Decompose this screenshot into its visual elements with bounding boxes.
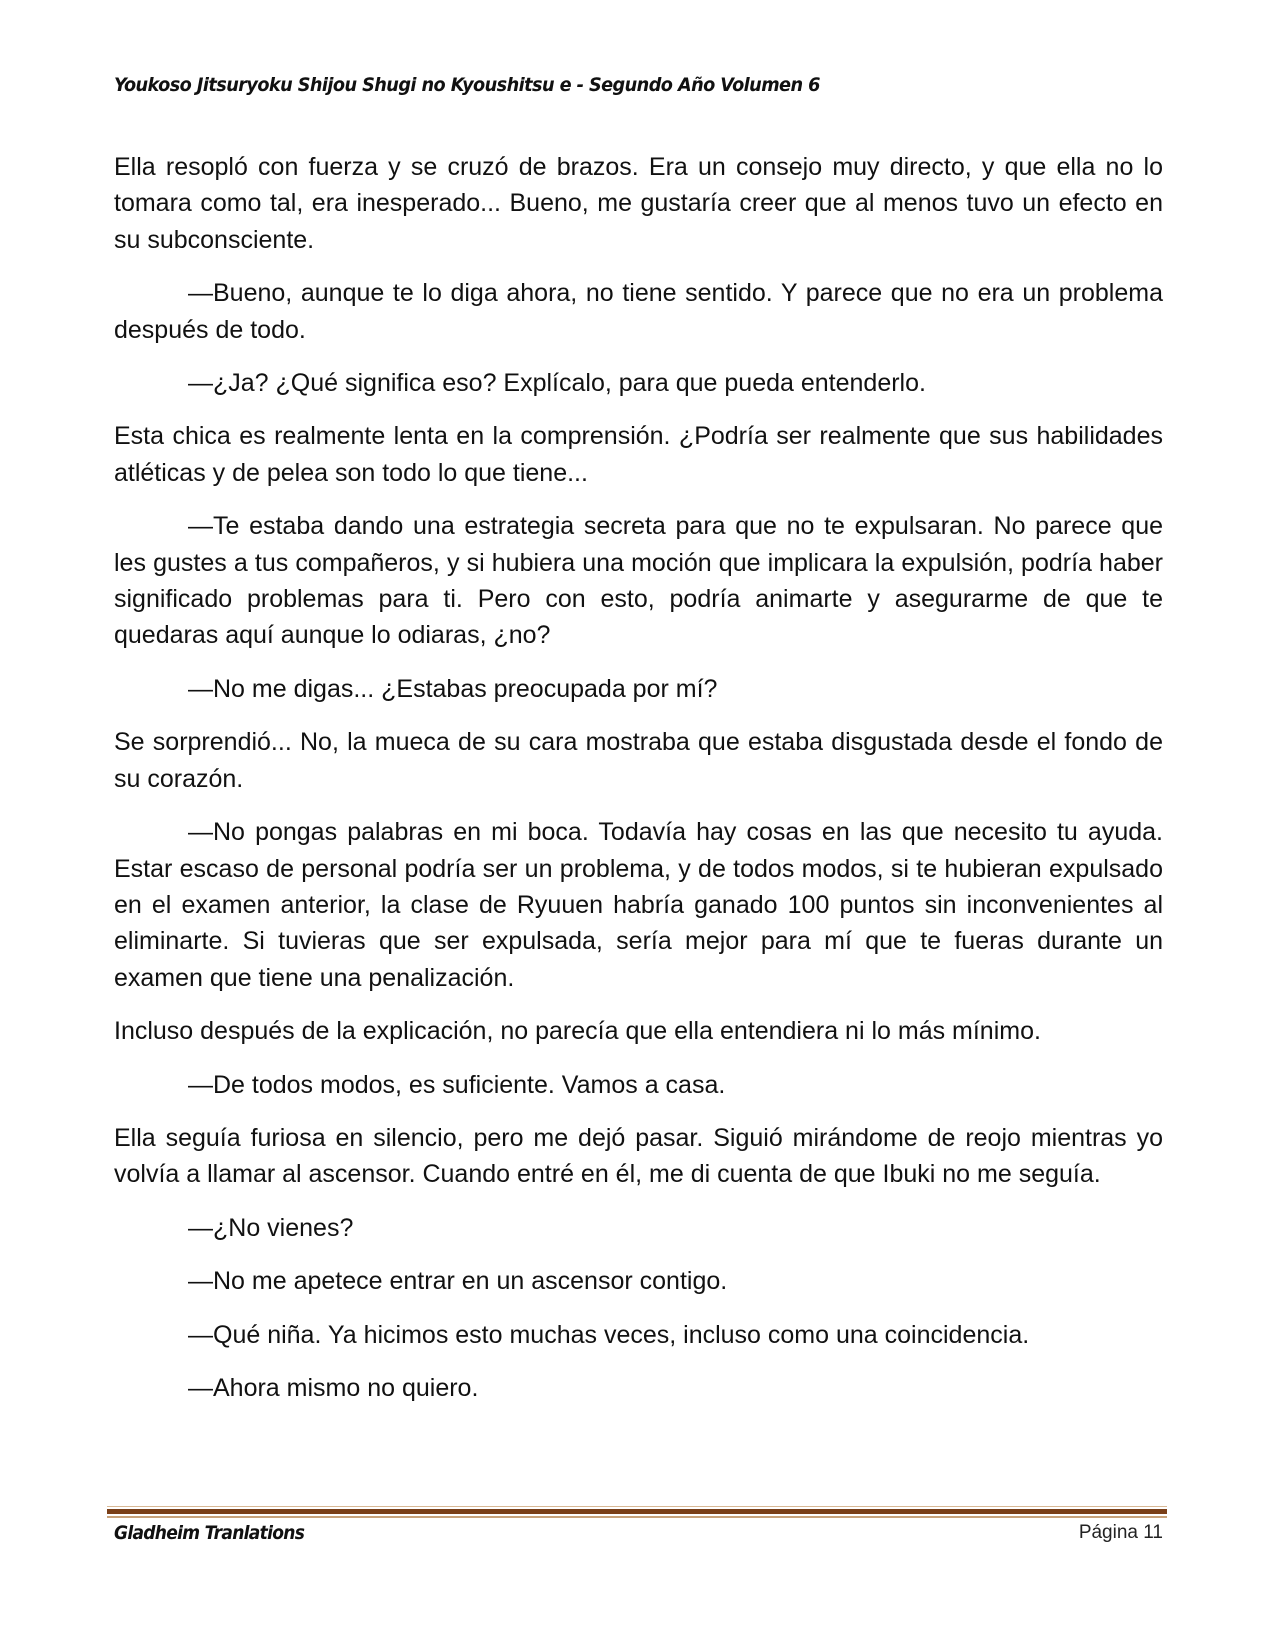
dialogue-paragraph: —Qué niña. Ya hicimos esto muchas veces, incluso como una coincidencia.	[188, 1320, 1030, 1349]
narration-paragraph: Esta chica es realmente lenta en la comprensión. ¿Podría ser realmente que sus habilidades atléticas y de pelea son todo lo que tiene...	[114, 422, 1163, 487]
footer-credit: Gladheim Tranlations	[114, 1522, 305, 1544]
dialogue-paragraph: —No me apetece entrar en un ascensor contigo.	[188, 1267, 728, 1296]
narration-paragraph: Se sorprendió... No, la mueca de su cara mostraba que estaba disgustada desde el fondo de su corazón.	[114, 728, 1163, 793]
narration-paragraph: Ella resopló con fuerza y se cruzó de brazos. Era un consejo muy directo, y que ella no lo tomara como tal, era inesperado... Bueno, me gustaría creer que al menos tuvo un efecto en su subconsciente.	[114, 153, 1163, 254]
dialogue-paragraph: —No me digas... ¿Estabas preocupada por mí?	[188, 674, 718, 703]
page-number-value: 11	[1143, 1522, 1163, 1543]
dialogue-paragraph: —Bueno, aunque te lo diga ahora, no tiene sentido. Y parece que no era un problema después de todo.	[114, 279, 1163, 344]
running-header: Youkoso Jitsuryoku Shijou Shugi no Kyoushitsu e - Segundo Año Volumen 6	[114, 74, 820, 96]
page-body	[114, 149, 1163, 1423]
dialogue-paragraph: —Ahora mismo no quiero.	[188, 1373, 479, 1402]
dialogue-paragraph: —No pongas palabras en mi boca. Todavía hay cosas en las que necesito tu ayuda. Estar escaso de personal podría ser un problema, y de todos modos, si te hubieran expulsado en el examen anterior, la clase de Ryuuen habría ganado 100 puntos sin inconvenientes al eliminarte. Si tuvieras que ser expulsada, sería mejor para mí que te fueras durante un examen que tiene una penalización.	[114, 818, 1163, 992]
footer-rule-top	[107, 1506, 1167, 1507]
page-number	[1079, 1522, 1163, 1544]
dialogue-paragraph: —¿No vienes?	[188, 1213, 354, 1242]
page-label: Página	[1078, 1522, 1138, 1543]
dialogue-paragraph: —Te estaba dando una estrategia secreta para que no te expulsaran. No parece que les gustes a tus compañeros, y si hubiera una moción que implicara la expulsión, podría haber significado problemas para ti. Pero con esto, podría animarte y asegurarme de que te quedaras aquí aunque lo odiaras, ¿no?	[114, 512, 1163, 650]
footer-rule-bottom	[107, 1516, 1167, 1518]
narration-paragraph: Ella seguía furiosa en silencio, pero me dejó pasar. Siguió mirándome de reojo mientras yo volvía a llamar al ascensor. Cuando entré en él, me di cuenta de que Ibuki no me seguía.	[114, 1123, 1163, 1189]
footer-rule	[107, 1509, 1167, 1514]
narration-paragraph: Incluso después de la explicación, no parecía que ella entendiera ni lo más mínimo.	[114, 1017, 1041, 1046]
dialogue-paragraph: —¿Ja? ¿Qué significa eso? Explícalo, para que pueda entenderlo.	[188, 369, 926, 398]
dialogue-paragraph: —De todos modos, es suficiente. Vamos a casa.	[188, 1070, 726, 1099]
